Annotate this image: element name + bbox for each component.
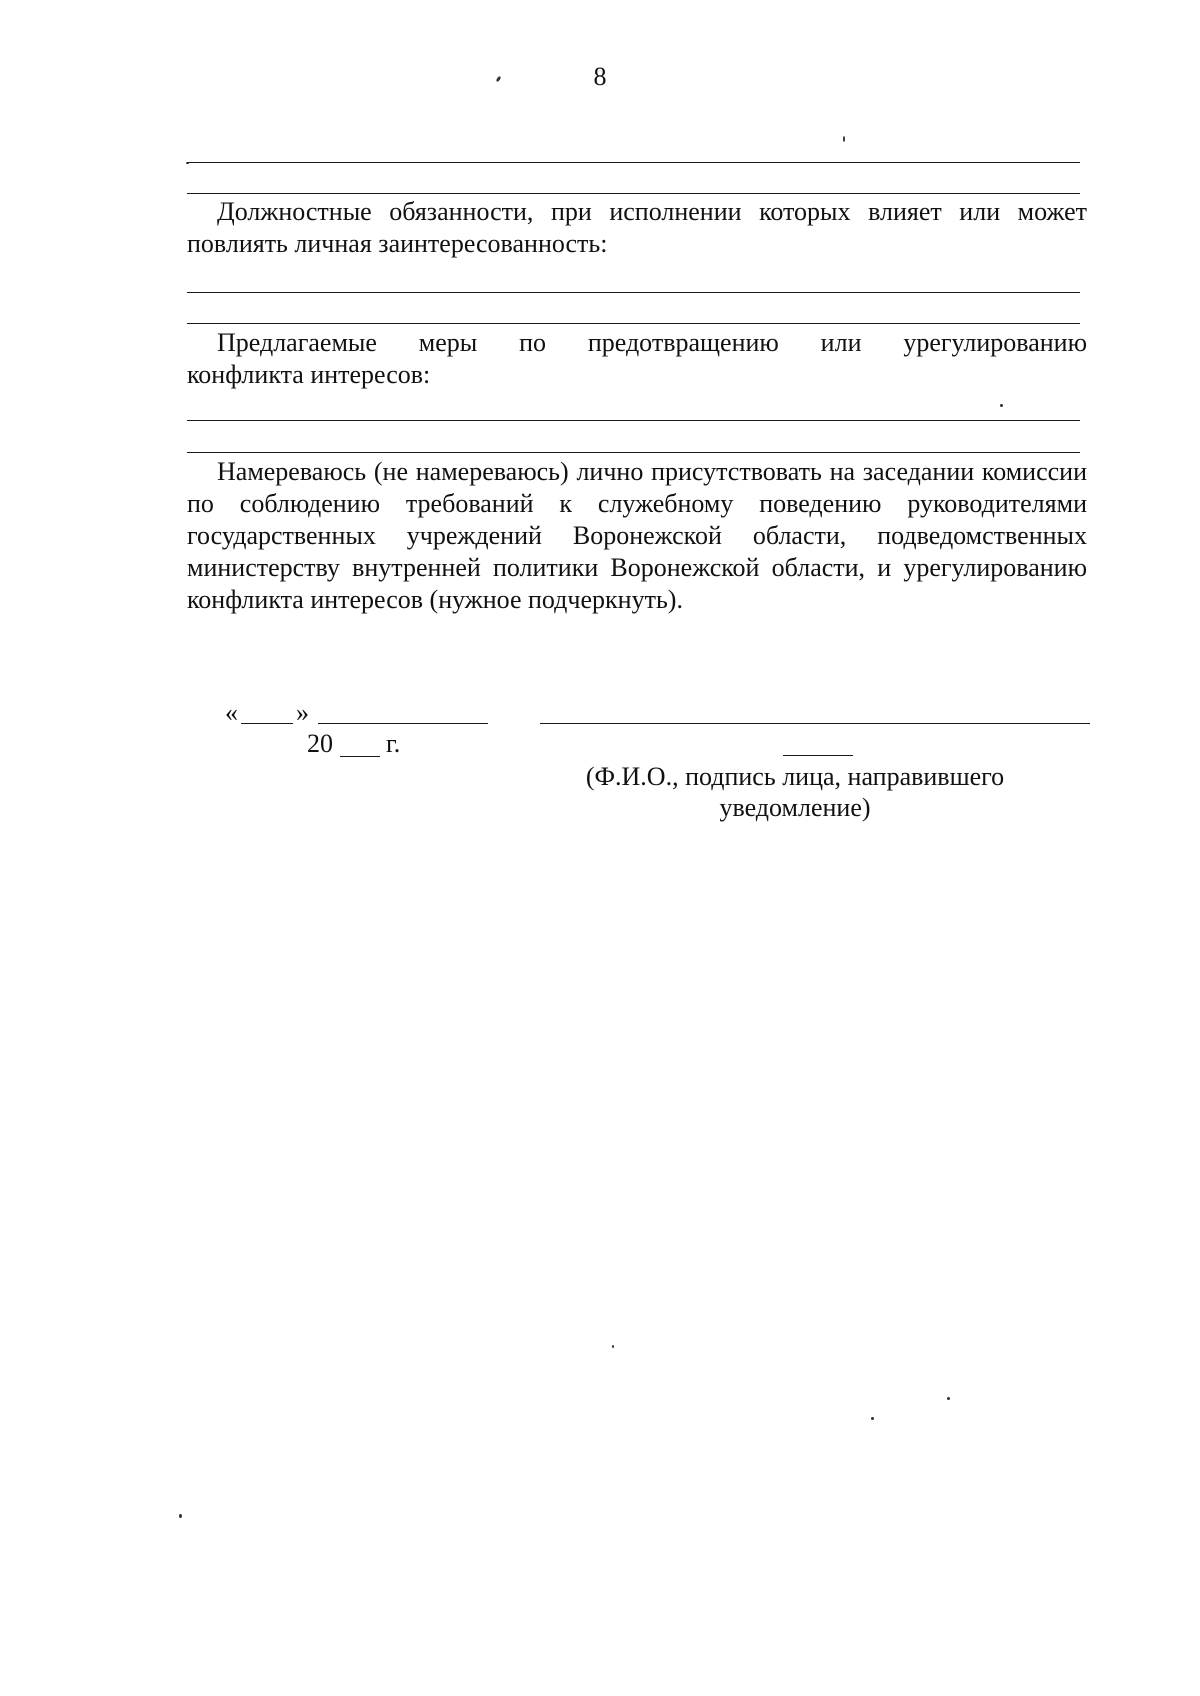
measures-answer-line <box>187 420 1080 421</box>
signature-line <box>540 723 1090 724</box>
date-year-prefix: 20 <box>307 729 333 758</box>
scan-speck <box>947 1397 950 1400</box>
date-close-quote: » <box>296 698 309 727</box>
measures-paragraph-line2: конфликта интересов: <box>187 360 431 389</box>
measures-paragraph-line1: Предлагаемые меры по предотвращению или урегулированию <box>217 328 1087 357</box>
blank-line <box>187 193 1080 194</box>
date-month-line <box>318 723 488 724</box>
date-day-line <box>241 723 293 724</box>
page-number: 8 <box>593 62 607 91</box>
blank-line <box>187 162 1080 163</box>
date-year-line <box>340 756 380 757</box>
measures-answer-line <box>187 452 1080 453</box>
signature-line-short <box>783 755 853 756</box>
scan-speck <box>871 1417 874 1420</box>
scan-speck <box>612 1345 614 1348</box>
date-open-quote: « <box>225 698 238 727</box>
duties-answer-line <box>187 323 1080 324</box>
duties-paragraph: Должностные обязанности, при исполнении которых влияет или может повлиять личная заинтересованность: <box>187 197 1087 258</box>
duties-answer-line <box>187 292 1080 293</box>
signature-caption: (Ф.И.О., подпись лица, направившего уведомление) <box>585 762 1005 822</box>
scan-speck <box>1000 404 1003 407</box>
scan-speck <box>179 1514 182 1518</box>
intention-paragraph: Намереваюсь (не намереваюсь) лично присутствовать на заседании комиссии по соблюдению требований к служебному поведению руководителями государственных учреждений Воронежской области, подведомственных министерству внутренней политики Воронежской области, и урегулированию конфликта интересов (нужное подчеркнуть). <box>187 457 1087 614</box>
scan-speck <box>843 136 845 142</box>
date-year-suffix: г. <box>386 729 401 758</box>
